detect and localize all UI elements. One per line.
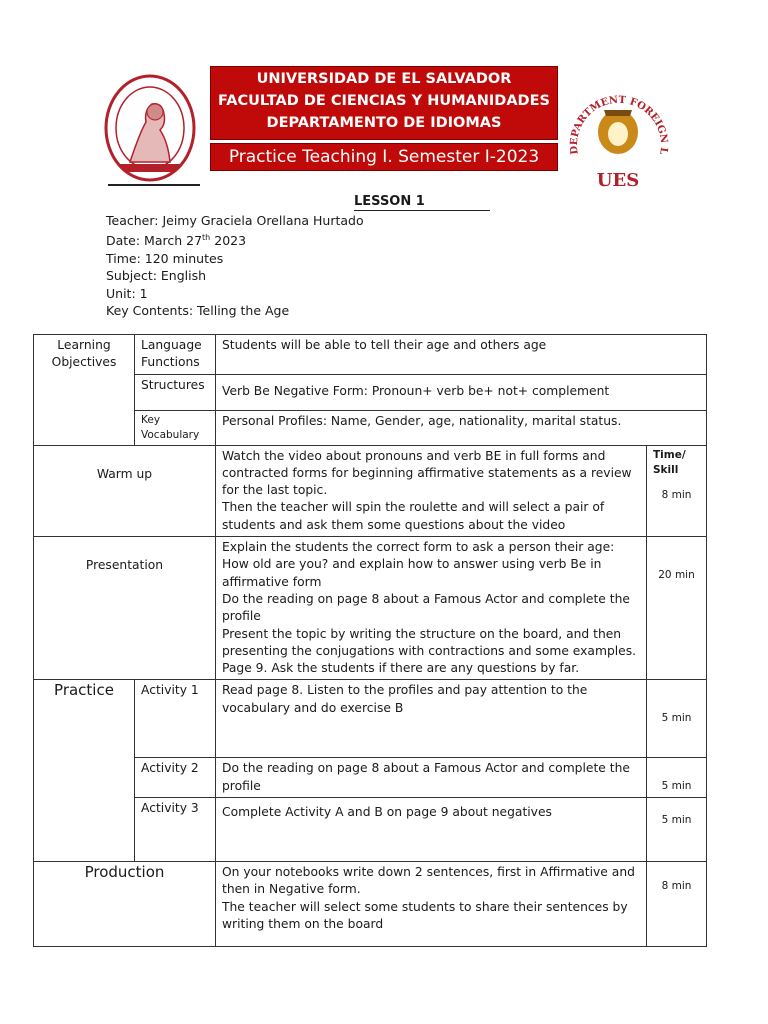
practice-cell — [34, 680, 135, 862]
ues-logo-text: UES — [596, 170, 640, 191]
header-institution-box — [210, 66, 558, 140]
table-row — [34, 374, 707, 410]
production-text-1: On your notebooks write down 2 sentences, first in Affirmative and then in Negative form. — [222, 865, 635, 897]
teacher-line: Teacher: Jeimy Graciela Orellana Hurtado — [106, 213, 364, 228]
presentation-cell — [34, 537, 216, 680]
activity-2-time: 5 min — [647, 758, 707, 798]
course-title: Practice Teaching I. Semester I-2023 — [210, 143, 558, 171]
structures-cell — [135, 374, 216, 410]
warm-up-text-1: Watch the video about pronouns and verb BE in full forms and contracted forms for beginning affirmative statements as a review for the last topic. — [222, 448, 632, 498]
table-row — [34, 680, 707, 758]
presentation-time: 20 min — [647, 537, 707, 680]
structures-text: Verb Be Negative Form: Pronoun+ verb be+ not+ complement — [216, 374, 707, 410]
presentation-label: Presentation — [85, 558, 164, 573]
presentation-text-2: Do the reading on page 8 about a Famous Actor and complete the profile — [222, 591, 630, 624]
lesson-plan-table — [33, 334, 707, 947]
table-row — [34, 758, 707, 798]
date-text: Date: March 27 — [106, 233, 203, 249]
warm-up-label: Warm up — [96, 466, 153, 481]
activity-1-cell — [135, 680, 216, 758]
university-name: UNIVERSIDAD DE EL SALVADOR — [256, 71, 512, 87]
activity-2-cell — [135, 758, 216, 798]
activity-1-label: Activity 1 — [141, 683, 199, 698]
unit-line: Unit: 1 — [106, 285, 148, 301]
date-year: 2023 — [210, 233, 247, 249]
lesson-title: LESSON 1 — [354, 194, 490, 211]
activity-3-cell — [135, 798, 216, 862]
learning-objectives-cell — [34, 335, 135, 446]
table-row — [34, 862, 707, 947]
faculty-name: FACULTAD DE CIENCIAS Y HUMANIDADES — [218, 93, 550, 109]
department-logo — [560, 76, 676, 192]
subject-line: Subject: English — [106, 268, 207, 284]
structures-label: Structures — [141, 377, 205, 392]
activity-3-time: 5 min — [647, 798, 707, 862]
activity-3-text: Complete Activity A and B on page 9 about negatives — [216, 798, 647, 862]
language-functions-text: Students will be able to tell their age and others age — [216, 335, 707, 375]
key-contents-line: Key Contents: Telling the Age — [106, 303, 290, 319]
warm-up-text — [216, 445, 647, 536]
time-line: Time: 120 minutes — [106, 250, 224, 266]
activity-2-text: Do the reading on page 8 about a Famous Actor and complete the profile — [216, 758, 647, 798]
warm-up-time-cell — [647, 445, 707, 536]
activity-3-label: Activity 3 — [141, 801, 199, 816]
activity-2-label: Activity 2 — [141, 761, 199, 776]
table-row — [34, 798, 707, 862]
lesson-info — [106, 212, 364, 320]
warm-up-time: 8 min — [661, 488, 692, 501]
language-functions-cell — [135, 335, 216, 375]
production-text-2: The teacher will select some students to share their sentences by writing them on the board — [222, 899, 628, 931]
practice-label: Practice — [54, 681, 114, 700]
university-seal-logo — [100, 72, 200, 188]
production-time: 8 min — [647, 862, 707, 947]
table-row — [34, 537, 707, 680]
activity-1-time: 5 min — [647, 680, 707, 758]
warm-up-text-2: Then the teacher will spin the roulette and will select a pair of students and ask them some questions about the video — [222, 500, 605, 532]
date-line — [106, 229, 364, 250]
presentation-text-1: Explain the students the correct form to ask a person their age: How old are you? and explain how to answer using verb Be in affirmative form — [222, 540, 615, 589]
department-name: DEPARTAMENTO DE IDIOMAS — [266, 115, 502, 131]
language-functions-label: Language Functions — [141, 338, 202, 370]
key-vocabulary-cell — [135, 410, 216, 445]
production-label: Production — [84, 863, 165, 882]
key-vocabulary-label: Key Vocabulary — [141, 413, 200, 441]
activity-1-text: Read page 8. Listen to the profiles and pay attention to the vocabulary and do exercise B — [216, 680, 647, 758]
time-skill-header: Time/ Skill — [653, 448, 686, 476]
warm-up-cell — [34, 445, 216, 536]
department-logo-arc-text: DEPARTMENT FOREIGN L — [568, 94, 670, 156]
presentation-text-3: Present the topic by writing the structure on the board, and then presenting the conjugations with contractions and some examples. Page 9. Ask the students if there are any questions by far. — [222, 626, 637, 676]
learning-objectives-label: Learning Objectives — [51, 338, 117, 370]
production-cell — [34, 862, 216, 947]
date-ordinal: th — [202, 233, 211, 243]
logo-underline — [108, 184, 200, 186]
key-vocabulary-text: Personal Profiles: Name, Gender, age, nationality, marital status. — [216, 410, 707, 445]
production-text — [216, 862, 647, 947]
presentation-text — [216, 537, 647, 680]
table-row — [34, 410, 707, 445]
header-banner — [210, 66, 558, 172]
table-row — [34, 335, 707, 375]
table-row — [34, 445, 707, 536]
